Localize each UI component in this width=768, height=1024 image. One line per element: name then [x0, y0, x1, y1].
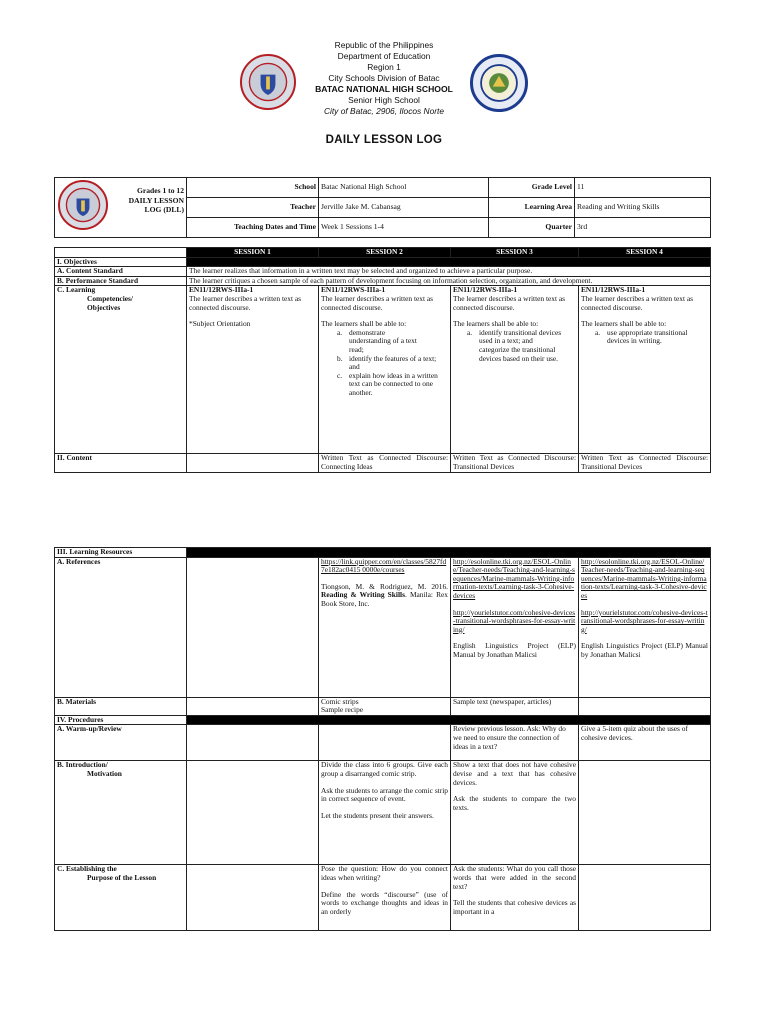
objectives-table	[54, 247, 711, 473]
resources-heading: III. Learning Resources	[55, 548, 187, 558]
session-3-header: SESSION 3	[451, 248, 579, 258]
session-3-warmup: Review previous lesson. Ask: Why do we need to ensure the connection of ideas in a text?	[451, 725, 579, 761]
objectives-heading: I. Objectives	[55, 257, 187, 267]
session-4-warmup: Give a 5-item quiz about the uses of cohesive devices.	[579, 725, 711, 761]
learning-area-label: Learning Area	[489, 198, 575, 218]
esol-link[interactable]: http://esolonline.tki.org.nz/ESOL-Online/Teacher-needs/Teaching-and-learning-sequences/Marine-mammals-Writing-information-texts/Learning-task-3-Cohesive-devices	[581, 557, 707, 600]
procedure-step: Divide the class into 6 groups. Give each group a disarranged comic strip.	[321, 760, 448, 778]
session-4-competency	[579, 286, 711, 454]
performance-standard-label: B. Performance Standard	[55, 276, 187, 286]
content-standard-text: The learner realizes that information in a written text may be selected and organized to achieve a particular purpose.	[187, 267, 711, 277]
session-header-row	[55, 248, 711, 258]
session-2-purpose	[319, 865, 451, 931]
content-label: II. Content	[55, 454, 187, 472]
session-3-competency	[451, 286, 579, 454]
session-4-references	[579, 557, 711, 697]
grade-level-value: 11	[575, 178, 711, 198]
procedure-step: Define the words “discourse” (use of words to exchange thoughts and ideas in an orderly	[321, 889, 448, 916]
teacher-label: Teacher	[187, 198, 319, 218]
session-4-content: Written Text as Connected Discourse: Transitional Devices	[579, 454, 711, 472]
materials-label: B. Materials	[55, 697, 187, 715]
warmup-label: A. Warm-up/Review	[55, 725, 187, 761]
session-3-purpose	[451, 865, 579, 931]
session-1-competency	[187, 286, 319, 454]
dll-label-1: DAILY LESSON	[128, 195, 184, 205]
objectives-intro: The learners shall be able to:	[321, 319, 407, 329]
introduction-label-1: B. Introduction/	[57, 760, 108, 770]
session-3-objectives-list	[455, 329, 576, 363]
session-2-materials	[319, 697, 451, 715]
competency-description: The learner describes a written text as connected discourse.	[189, 293, 302, 312]
resources-table	[54, 547, 711, 931]
page-title: DAILY LESSON LOG	[325, 134, 443, 146]
teaching-dates-label: Teaching Dates and Time	[187, 218, 319, 238]
competency-description: The learner describes a written text as connected discourse.	[581, 293, 694, 312]
procedure-step: Ask the students to arrange the comic strip in correct sequence of event.	[321, 785, 448, 804]
competencies-label-3: Objectives	[87, 302, 121, 312]
list-item: a. use appropriate transitional devices in writing.	[595, 327, 688, 346]
region-line: Region 1	[367, 62, 401, 72]
school-name: BATAC NATIONAL HIGH SCHOOL	[315, 84, 453, 94]
procedure-step: Ask the students to compare the two texts.	[453, 794, 576, 812]
competency-code: EN11/12RWS-IIIa-1	[321, 285, 386, 295]
department-line: Department of Education	[337, 51, 431, 61]
competency-description: The learner describes a written text as connected discourse.	[453, 293, 566, 312]
competencies-label-1: C. Learning	[57, 285, 96, 295]
department-name: Senior High School	[348, 95, 420, 105]
quarter-value: 3rd	[575, 218, 711, 238]
quarter-label: Quarter	[489, 218, 575, 238]
session-1-header: SESSION 1	[187, 248, 319, 258]
objectives-intro: The learners shall be able to:	[453, 319, 539, 329]
deped-logo-icon	[58, 180, 108, 230]
procedure-step: Show a text that does not have cohesive devise and a text that has cohesive devices.	[453, 760, 576, 787]
session-2-header: SESSION 2	[319, 248, 451, 258]
purpose-label-1: C. Establishing the	[57, 864, 117, 874]
session-2-references	[319, 557, 451, 697]
textbook-reference: Tiongson, M. & Rodriguez, M. 2016. Reading & Writing Skills. Manila: Rex Book Store, Inc.	[321, 581, 449, 608]
school-value: Batac National High School	[319, 178, 489, 198]
session-2-introduction	[319, 761, 451, 865]
teacher-value: Jerville Jake M. Cabansag	[319, 198, 489, 218]
purpose-label	[55, 865, 187, 931]
division-line: City Schools Division of Batac	[328, 73, 440, 83]
learning-area-value: Reading and Writing Skills	[575, 198, 711, 218]
list-item: a. identify transitional devices used in a text; and	[467, 327, 562, 346]
competency-code: EN11/12RWS-IIIa-1	[453, 285, 518, 295]
session-2-content: Written Text as Connected Discourse: Connecting Ideas	[319, 454, 451, 472]
list-item: a. demonstrate understanding of a text read;	[337, 327, 417, 354]
elp-manual-reference: English Linguistics Project (ELP) Manual by Jonathan Malicsi	[453, 641, 576, 659]
dll-label-2: LOG (DLL)	[144, 205, 184, 214]
ielts-tutor-link[interactable]: http://yourielstutor.com/cohesive-devices-transitional-wordsphrases-for-essay-writing/	[453, 607, 576, 634]
grades-label: Grades 1 to 12	[136, 186, 184, 195]
competency-code: EN11/12RWS-IIIa-1	[581, 285, 646, 295]
introduction-label	[55, 761, 187, 865]
session-2-competency	[319, 286, 451, 454]
subject-orientation: *Subject Orientation	[189, 319, 251, 329]
purpose-label-2: Purpose of the Lesson	[87, 872, 157, 882]
list-item: categorize the transitional devices based on their use.	[479, 344, 559, 363]
procedure-step: Ask the students: What do you call those words that were added in the second text?	[453, 864, 576, 891]
procedure-step: Pose the question: How do you connect ideas when writing?	[321, 864, 448, 882]
competency-code: EN11/12RWS-IIIa-1	[189, 285, 254, 295]
competency-description: The learner describes a written text as connected discourse.	[321, 293, 434, 312]
material-item: Sample recipe	[321, 705, 364, 715]
grade-level-label: Grade Level	[489, 178, 575, 198]
performance-standard-text: The learner critiques a chosen sample of each pattern of development focusing on information selection, organization, and development.	[187, 276, 711, 286]
session-2-objectives-list	[323, 329, 448, 398]
content-standard-label: A. Content Standard	[55, 267, 187, 277]
session-3-materials: Sample text (newspaper, articles)	[451, 697, 579, 715]
session-4-objectives-list	[583, 329, 708, 346]
procedure-step: Let the students present their answers.	[321, 810, 434, 820]
header-table	[54, 177, 711, 238]
teaching-dates-value: Week 1 Sessions 1-4	[319, 218, 489, 238]
competencies-label	[55, 286, 187, 454]
session-3-content: Written Text as Connected Discourse: Transitional Devices	[451, 454, 579, 472]
quipper-link[interactable]: https://link.quipper.com/en/classes/5827fd7e182ac0415 0000e/courses	[321, 557, 447, 575]
competencies-label-2: Competencies/	[87, 293, 133, 303]
elp-manual-reference: English Linguistics Project (ELP) Manual by Jonathan Malicsi	[581, 641, 708, 659]
school-label: School	[187, 178, 319, 198]
list-item: b. identify the features of a text; and	[337, 353, 437, 372]
school-address: City of Batac, 2906, Ilocos Norte	[323, 106, 445, 116]
procedure-step: Tell the students that cohesive devices as important in a	[453, 898, 576, 916]
procedures-heading: IV. Procedures	[55, 715, 187, 725]
session-3-introduction	[451, 761, 579, 865]
esol-link[interactable]: http://esolonline.tki.org.nz/ESOL-Online/Teacher-needs/Teaching-and-learning-sequences/Marine-mammals-Writing-information-texts/Learning-task-3-Cohesive-devices	[453, 557, 575, 600]
session-4-header: SESSION 4	[579, 248, 711, 258]
introduction-label-2: Motivation	[87, 768, 122, 778]
material-item: Comic strips	[321, 697, 359, 706]
objectives-intro: The learners shall be able to:	[581, 319, 667, 329]
list-item: c. explain how ideas in a written text can be connected to one another.	[337, 370, 438, 397]
letterhead	[0, 40, 768, 117]
republic-line: Republic of the Philippines	[334, 40, 434, 50]
session-3-references	[451, 557, 579, 697]
ielts-tutor-link[interactable]: http://yourielstutor.com/cohesive-devices-transitional-wordsphrases-for-essay-writing/	[581, 607, 708, 634]
references-label: A. References	[55, 557, 187, 697]
